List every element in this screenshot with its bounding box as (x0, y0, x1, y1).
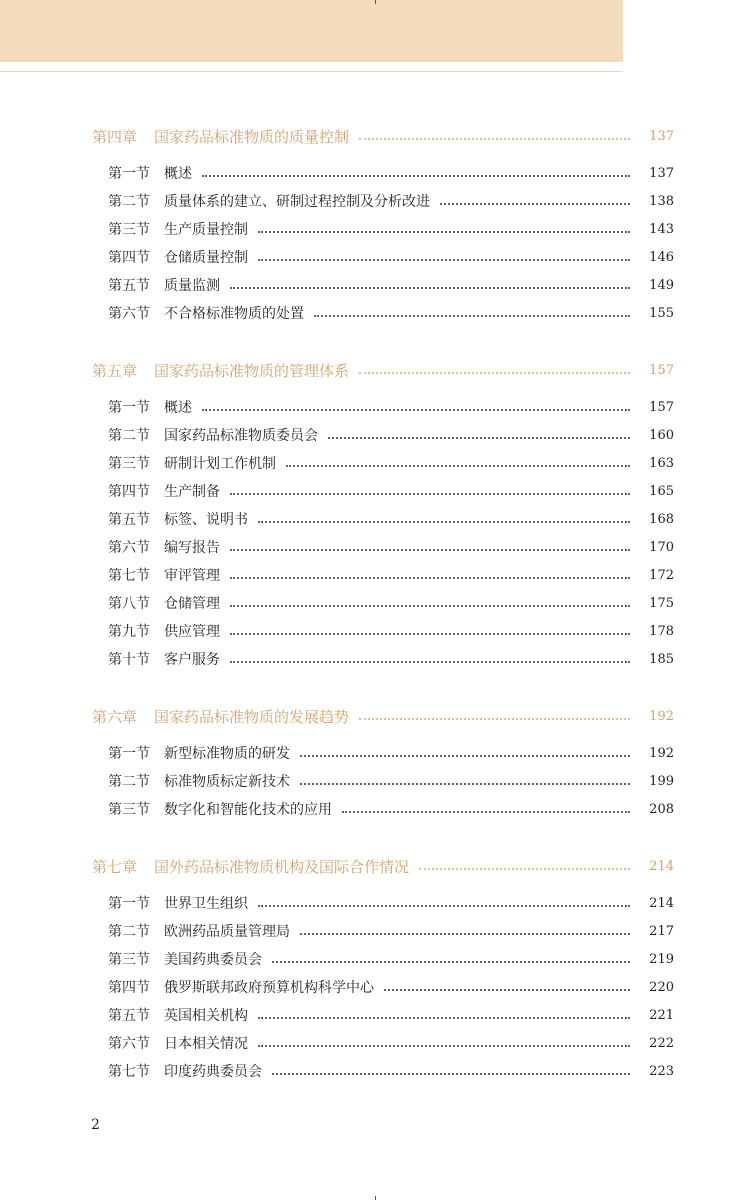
toc-entry-number: 第二节 (108, 774, 150, 790)
toc-entry-title: 标签、说明书 (164, 512, 248, 528)
dot-leader (359, 137, 630, 140)
dot-leader (328, 436, 630, 439)
toc-page-number: 214 (649, 895, 674, 911)
toc-page-number: 175 (649, 595, 674, 611)
toc-section-entry[interactable] (0, 246, 750, 268)
toc-section-entry[interactable] (0, 536, 750, 558)
dot-leader (440, 202, 630, 205)
dot-leader (300, 932, 630, 935)
toc-section-entry[interactable] (0, 190, 750, 212)
toc-section-entry[interactable] (0, 648, 750, 670)
dot-leader (258, 1044, 630, 1047)
toc-entry-number: 第四节 (108, 484, 150, 500)
toc-entry-number: 第六节 (108, 306, 150, 322)
toc-entry-number: 第五节 (108, 278, 150, 294)
toc-entry-number: 第九节 (108, 624, 150, 640)
toc-page-number: 149 (649, 277, 674, 293)
dot-leader (272, 960, 630, 963)
toc-entry-number: 第七节 (108, 568, 150, 584)
dot-leader (230, 492, 630, 495)
toc-entry-number: 第一节 (108, 896, 150, 912)
toc-chapter-entry[interactable] (0, 855, 750, 877)
toc-entry-title: 概述 (164, 400, 192, 416)
toc-chapter-entry[interactable] (0, 125, 750, 147)
toc-entry-title: 国家药品标准物质的质量控制 (154, 127, 350, 146)
toc-entry-number: 第三节 (108, 222, 150, 238)
dot-leader (230, 576, 630, 579)
toc-page-number: 157 (649, 362, 674, 378)
toc-entry-title: 新型标准物质的研发 (164, 746, 290, 762)
toc-page-number: 219 (649, 951, 674, 967)
toc-page-number: 208 (649, 801, 674, 817)
toc-entry-title: 国家药品标准物质委员会 (164, 428, 318, 444)
toc-entry-number: 第七节 (108, 1064, 150, 1080)
dot-leader (258, 230, 630, 233)
toc-entry-title: 生产制备 (164, 484, 220, 500)
toc-chapter-entry[interactable] (0, 705, 750, 727)
toc-page-number: 146 (649, 249, 674, 265)
toc-entry-title: 国外药品标准物质机构及国际合作情况 (154, 857, 410, 876)
toc-entry-number: 第三节 (108, 456, 150, 472)
toc-entry-number: 第六节 (108, 540, 150, 556)
dot-leader (230, 632, 630, 635)
toc-entry-title: 审评管理 (164, 568, 220, 584)
toc-page-number: 143 (649, 221, 674, 237)
dot-leader (230, 604, 630, 607)
toc-entry-title: 日本相关情况 (164, 1036, 248, 1052)
toc-section-entry[interactable] (0, 396, 750, 418)
toc-page-number: 163 (649, 455, 674, 471)
toc-page-number: 192 (649, 745, 674, 761)
toc-page-number: 155 (649, 305, 674, 321)
toc-entry-number: 第五节 (108, 1008, 150, 1024)
toc-entry-number: 第七章 (92, 857, 138, 876)
toc-page-number: 185 (649, 651, 674, 667)
toc-section-entry[interactable] (0, 274, 750, 296)
toc-page-number: 214 (649, 858, 674, 874)
toc-page-number: 172 (649, 567, 674, 583)
toc-entry-number: 第一节 (108, 746, 150, 762)
toc-entry-title: 概述 (164, 166, 192, 182)
toc-section-entry[interactable] (0, 424, 750, 446)
toc-section-entry[interactable] (0, 508, 750, 530)
toc-entry-number: 第一节 (108, 166, 150, 182)
toc-entry-number: 第四节 (108, 250, 150, 266)
toc-section-entry[interactable] (0, 592, 750, 614)
toc-entry-number: 第四章 (92, 127, 138, 146)
toc-page-number: 160 (649, 427, 674, 443)
toc-page-number: 192 (649, 708, 674, 724)
dot-leader (202, 174, 630, 177)
toc-entry-title: 国家药品标准物质的发展趋势 (154, 707, 350, 726)
toc-section-entry[interactable] (0, 564, 750, 586)
toc-page-number: 199 (649, 773, 674, 789)
toc-entry-number: 第三节 (108, 952, 150, 968)
toc-entry-title: 供应管理 (164, 624, 220, 640)
dot-leader (359, 371, 630, 374)
toc-entry-title: 美国药典委员会 (164, 952, 262, 968)
toc-page-number: 138 (649, 193, 674, 209)
toc-page-number: 220 (649, 979, 674, 995)
toc-chapter-entry[interactable] (0, 359, 750, 381)
dot-leader (384, 988, 630, 991)
toc-section-entry[interactable] (0, 1060, 750, 1082)
toc-entry-number: 第六节 (108, 1036, 150, 1052)
toc-entry-number: 第八节 (108, 596, 150, 612)
toc-entry-number: 第一节 (108, 400, 150, 416)
toc-entry-number: 第二节 (108, 428, 150, 444)
toc-page-number: 157 (649, 399, 674, 415)
toc-section-entry[interactable] (0, 218, 750, 240)
toc-section-entry[interactable] (0, 620, 750, 642)
dot-leader (258, 1016, 630, 1019)
toc-section-entry[interactable] (0, 920, 750, 942)
toc-page-number: 137 (649, 128, 674, 144)
dot-leader (230, 660, 630, 663)
toc-entry-title: 仓储质量控制 (164, 250, 248, 266)
dot-leader (314, 314, 630, 317)
toc-section-entry[interactable] (0, 798, 750, 820)
dot-leader (359, 717, 630, 720)
toc-page-number: 222 (649, 1035, 674, 1051)
toc-page-number: 170 (649, 539, 674, 555)
toc-section-entry[interactable] (0, 742, 750, 764)
toc-entry-title: 生产质量控制 (164, 222, 248, 238)
dot-leader (258, 904, 630, 907)
toc-entry-number: 第五节 (108, 512, 150, 528)
toc-section-entry[interactable] (0, 948, 750, 970)
toc-section-entry[interactable] (0, 892, 750, 914)
toc-page-number: 168 (649, 511, 674, 527)
toc-entry-title: 标准物质标定新技术 (164, 774, 290, 790)
toc-entry-title: 质量体系的建立、研制过程控制及分析改进 (164, 194, 430, 210)
dot-leader (300, 782, 630, 785)
toc-page-number: 223 (649, 1063, 674, 1079)
toc-section-entry[interactable] (0, 302, 750, 324)
dot-leader (202, 408, 630, 411)
toc-page-number: 165 (649, 483, 674, 499)
toc-entry-title: 英国相关机构 (164, 1008, 248, 1024)
toc-entry-number: 第四节 (108, 980, 150, 996)
toc-section-entry[interactable] (0, 1032, 750, 1054)
toc-section-entry[interactable] (0, 976, 750, 998)
toc-entry-number: 第二节 (108, 924, 150, 940)
dot-leader (419, 867, 630, 870)
toc-page-number: 221 (649, 1007, 674, 1023)
toc-page-number: 178 (649, 623, 674, 639)
toc-entry-title: 世界卫生组织 (164, 896, 248, 912)
dot-leader (286, 464, 630, 467)
toc-entry-title: 欧洲药品质量管理局 (164, 924, 290, 940)
toc-section-entry[interactable] (0, 452, 750, 474)
toc-entry-title: 不合格标准物质的处置 (164, 306, 304, 322)
toc-entry-number: 第三节 (108, 802, 150, 818)
dot-leader (272, 1072, 630, 1075)
toc-entry-number: 第六章 (92, 707, 138, 726)
dot-leader (258, 258, 630, 261)
toc-entry-number: 第十节 (108, 652, 150, 668)
toc-entry-number: 第二节 (108, 194, 150, 210)
dot-leader (342, 810, 630, 813)
toc-entry-title: 编写报告 (164, 540, 220, 556)
toc-section-entry[interactable] (0, 162, 750, 184)
dot-leader (300, 754, 630, 757)
toc-entry-title: 俄罗斯联邦政府预算机构科学中心 (164, 980, 374, 996)
dot-leader (230, 286, 630, 289)
dot-leader (258, 520, 630, 523)
toc-section-entry[interactable] (0, 1004, 750, 1026)
toc-entry-title: 仓储管理 (164, 596, 220, 612)
toc-entry-title: 质量监测 (164, 278, 220, 294)
toc-entry-title: 研制计划工作机制 (164, 456, 276, 472)
toc-page-number: 217 (649, 923, 674, 939)
dot-leader (230, 548, 630, 551)
toc-entry-title: 国家药品标准物质的管理体系 (154, 361, 350, 380)
toc-entry-title: 印度药典委员会 (164, 1064, 262, 1080)
toc-entry-title: 客户服务 (164, 652, 220, 668)
toc-entry-number: 第五章 (92, 361, 138, 380)
toc-section-entry[interactable] (0, 770, 750, 792)
toc-page-number: 137 (649, 165, 674, 181)
toc-section-entry[interactable] (0, 480, 750, 502)
page-number: 2 (91, 1117, 100, 1133)
toc-entry-title: 数字化和智能化技术的应用 (164, 802, 332, 818)
